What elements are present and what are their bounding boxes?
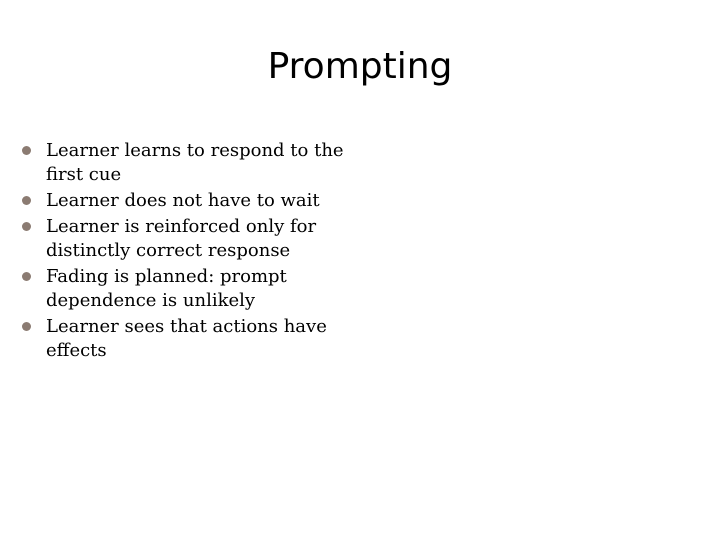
list-item (0, 139, 346, 187)
bullet-text: Learner is reinforced only for distinctly correct response (46, 216, 317, 261)
list-item (0, 189, 346, 213)
bullet-dot-icon (22, 222, 31, 231)
bullet-dot-icon (22, 146, 31, 155)
slide-title: Prompting (267, 46, 453, 87)
bullet-dot-icon (22, 272, 31, 281)
bullet-list (0, 139, 720, 365)
bullet-dot-icon (22, 322, 31, 331)
bullet-text: Learner sees that actions have effects (46, 316, 327, 361)
bullet-text: Learner learns to respond to the first cue (46, 140, 344, 185)
list-item (0, 315, 346, 363)
bullet-text: Learner does not have to wait (46, 190, 320, 211)
list-item (0, 265, 346, 313)
list-item (0, 215, 346, 263)
bullet-text: Fading is planned: prompt dependence is unlikely (46, 266, 287, 311)
bullet-dot-icon (22, 196, 31, 205)
